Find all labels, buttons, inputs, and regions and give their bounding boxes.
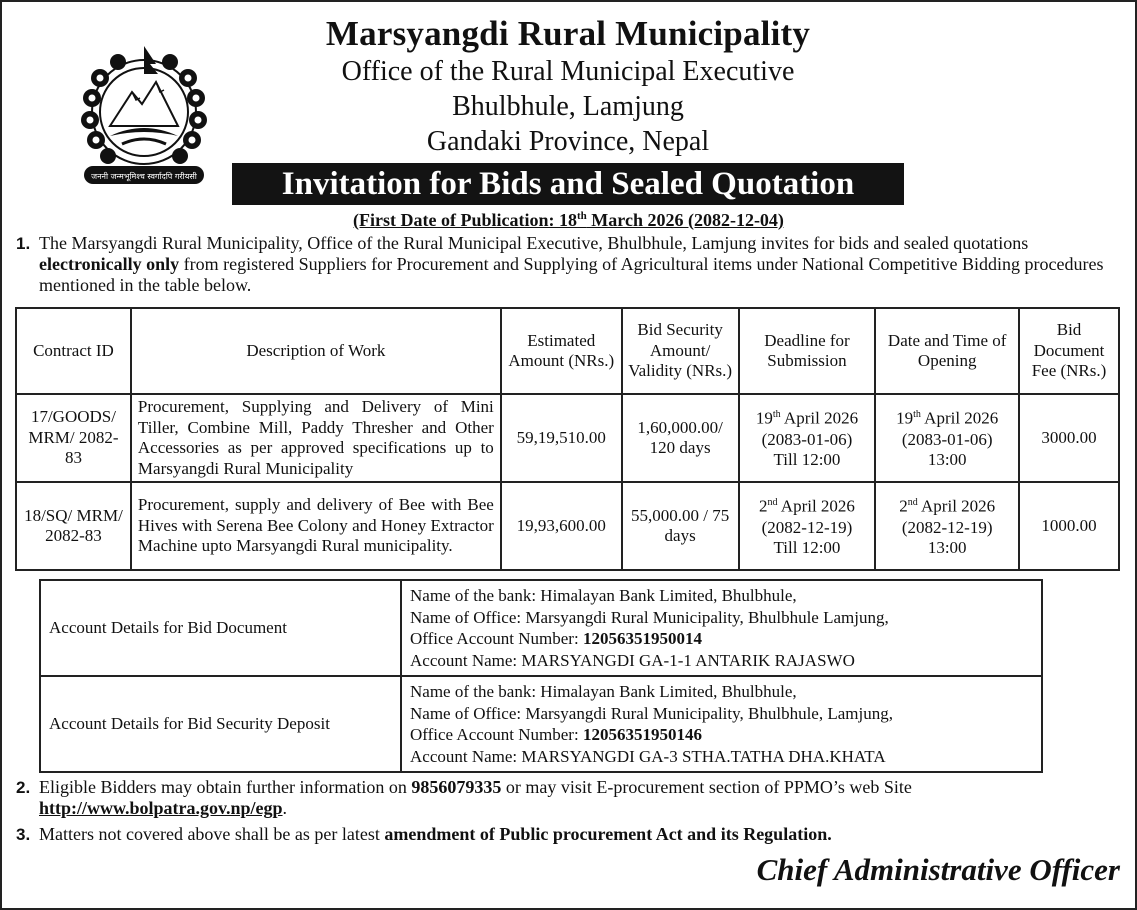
clause-1: 1. The Marsyangdi Rural Municipality, Office of the Rural Municipal Executive, Bhulbhule, Lamjung invites for bids and sealed quotations electronically only from registered Suppliers for Procurement and Supplying of Agricultural items under National Competitive Bidding procedures mentioned in the table below. <box>16 233 1104 295</box>
account-number: 12056351950014 <box>582 629 702 648</box>
col-description: Description of Work <box>131 308 501 394</box>
table-row <box>16 394 1119 482</box>
clause-number: 2. <box>16 778 31 797</box>
ppmo-link[interactable]: http://www.bolpatra.gov.np/egp <box>39 798 283 818</box>
opening: 19th April 2026 (2083-01-06) 13:00 <box>875 394 1019 482</box>
bid-security: 1,60,000.00/ 120 days <box>622 394 739 482</box>
office-location: Bhulbhule, Lamjung <box>452 91 684 122</box>
col-fee: Bid Document Fee (NRs.) <box>1019 308 1119 394</box>
clause-number: 3. <box>16 825 31 844</box>
clause-3: 3. Matters not covered above shall be as per latest amendment of Public procurement Act and its Regulation. <box>16 824 832 844</box>
col-estimated: Estimated Amount (NRs.) <box>501 308 622 394</box>
contact-phone: 9856079335 <box>411 777 502 797</box>
bids-table <box>15 307 1120 571</box>
municipality-title: Marsyangdi Rural Municipality <box>325 14 811 53</box>
account-name: Account Name: MARSYANGDI GA-1-1 ANTARIK RAJASWO <box>410 650 855 670</box>
contract-id: 17/GOODS/ MRM/ 2082-83 <box>16 394 131 482</box>
account-label: Account Details for Bid Security Deposit <box>40 676 401 772</box>
col-security: Bid Security Amount/ Validity (NRs.) <box>622 308 739 394</box>
col-opening: Date and Time of Opening <box>875 308 1019 394</box>
col-deadline: Deadline for Submission <box>739 308 876 394</box>
opening: 2nd April 2026 (2082-12-19) 13:00 <box>875 482 1019 570</box>
account-row <box>40 676 1042 772</box>
account-number: 12056351950146 <box>582 725 702 744</box>
account-label: Account Details for Bid Document <box>40 580 401 676</box>
work-description: Procurement, supply and delivery of Bee with Bee Hives with Serena Bee Colony and Honey Extractor Machine upto Marsyangdi Rural municipality. <box>131 482 501 570</box>
table-row <box>16 482 1119 570</box>
col-contract-id: Contract ID <box>16 308 131 394</box>
office-name-line: Name of Office: Marsyangdi Rural Municipality, Bhulbhule Lamjung, <box>410 607 889 627</box>
office-name-line: Name of Office: Marsyangdi Rural Municipality, Bhulbhule, Lamjung, <box>410 703 893 723</box>
publication-date: (First Date of Publication: 18th March 2026 (2082-12-04) <box>353 210 784 230</box>
account-number-line: Office Account Number: 12056351950146 <box>410 725 702 744</box>
contract-id: 18/SQ/ MRM/ 2082-83 <box>16 482 131 570</box>
account-number-line: Office Account Number: 12056351950014 <box>410 629 702 648</box>
estimated-amount: 19,93,600.00 <box>501 482 622 570</box>
clause-number: 1. <box>16 234 31 253</box>
account-row <box>40 580 1042 676</box>
bank-name: Name of the bank: Himalayan Bank Limited, Bhulbhule, <box>410 586 797 605</box>
bid-security: 55,000.00 / 75 days <box>622 482 739 570</box>
office-province: Gandaki Province, Nepal <box>426 126 710 157</box>
office-name: Office of the Rural Municipal Executive <box>341 56 795 87</box>
account-details-table <box>39 579 1043 773</box>
nepal-emblem-icon <box>70 40 218 192</box>
deadline: 19th April 2026 (2083-01-06) Till 12:00 <box>739 394 876 482</box>
letterhead <box>230 14 906 159</box>
deadline: 2nd April 2026 (2082-12-19) Till 12:00 <box>739 482 876 570</box>
notice-banner: Invitation for Bids and Sealed Quotation <box>232 163 904 205</box>
clause-2: 2. Eligible Bidders may obtain further information on 9856079335 or may visit E-procurement section of PPMO’s web Site http://www.bolpatra.gov.np/egp. <box>16 777 912 818</box>
document-fee: 1000.00 <box>1019 482 1119 570</box>
work-description: Procurement, Supplying and Delivery of Mini Tiller, Combine Mill, Paddy Thresher and Other Accessories as per approved specifications up to Marsyangdi Rural Municipality <box>131 394 501 482</box>
account-info <box>401 676 1042 772</box>
emblem-motto: जननी जन्मभूमिश्च स्वर्गादपि गरीयसी <box>91 172 197 181</box>
estimated-amount: 59,19,510.00 <box>501 394 622 482</box>
account-info <box>401 580 1042 676</box>
table-header-row <box>16 308 1119 394</box>
bank-name: Name of the bank: Himalayan Bank Limited, Bhulbhule, <box>410 682 797 701</box>
signatory: Chief Administrative Officer <box>756 852 1120 887</box>
account-name: Account Name: MARSYANGDI GA-3 STHA.TATHA DHA.KHATA <box>410 746 886 766</box>
document-fee: 3000.00 <box>1019 394 1119 482</box>
